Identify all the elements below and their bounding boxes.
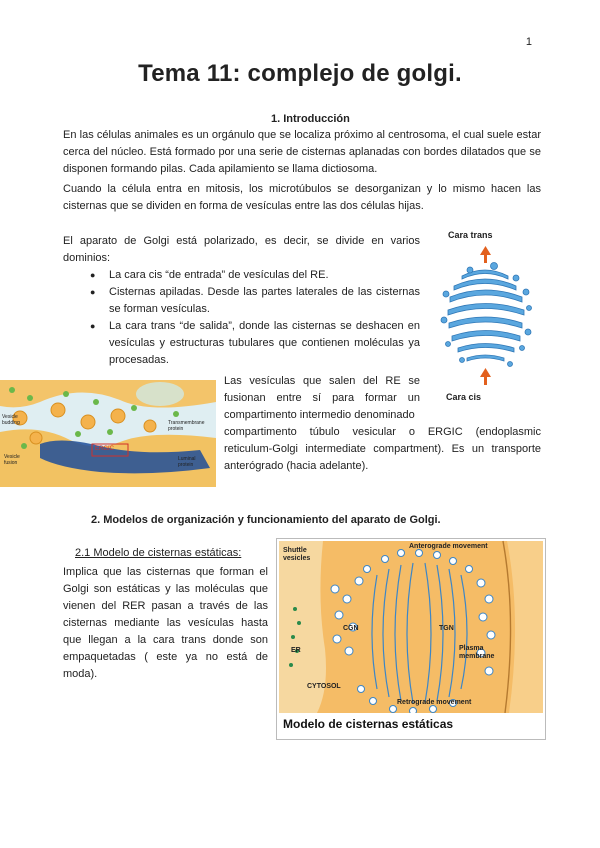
ergic-figure bbox=[0, 380, 216, 487]
static-cisterns-figure bbox=[276, 538, 546, 740]
section-1-heading: 1. Introducción bbox=[271, 113, 350, 125]
ergic-illustration bbox=[0, 380, 216, 487]
subsection-2-1-heading: 2.1 Modelo de cisternas estáticas: bbox=[75, 547, 242, 559]
vesicle-budding-label: Vesicle budding bbox=[2, 414, 20, 426]
cgn-label: CGN bbox=[343, 625, 359, 632]
intro-paragraph-2: Cuando la célula entra en mitosis, los microtúbulos se desorganizan y lo mismo hacen las cisternas que se dividen en forma de vesículas entre las dos células hijas. bbox=[63, 183, 541, 212]
luminal-protein-label: Luminal protein bbox=[178, 456, 196, 468]
intro-paragraph-1: En las células animales es un orgánulo que se localiza próximo al centrosoma, el cual suele estar cerca del núcleo. Está formado por una serie de cisternas aplanadas con bordes dilatados que se disponen formando pilas. Cada apilamiento se llama dictiosoma. bbox=[63, 129, 541, 175]
tgn-label: TGN bbox=[439, 625, 454, 632]
vesicle-fusion-label: Vesicle fusion bbox=[4, 454, 20, 466]
page-number: 1 bbox=[525, 36, 532, 48]
cytosol-label: CYTOSOL bbox=[307, 683, 341, 690]
retrograde-movement-label: Retrograde movement bbox=[397, 699, 472, 706]
golgi-figure bbox=[440, 224, 540, 404]
cara-trans-label: Cara trans bbox=[448, 230, 493, 240]
plasma-membrane-label: Plasma membrane bbox=[459, 645, 495, 660]
ergic-label: ERGIC bbox=[95, 446, 115, 452]
anterograde-movement-label: Anterograde movement bbox=[409, 543, 488, 550]
transmembrane-protein-label: Transmembrane protein bbox=[168, 420, 205, 432]
cara-cis-label: Cara cis bbox=[446, 392, 482, 402]
static-model-paragraph: Implica que las cisternas que forman el Golgi son estáticas y las moléculas que vienen del RER pasan a través de las cisternas mediante las vesículas hasta que llegan a la cara trans donde son empaquetadas ( este ya no está de moda). bbox=[63, 566, 268, 680]
intro-paragraph-3: El aparato de Golgi está polarizado, es decir, se divide en varios dominios: bbox=[63, 235, 420, 264]
list-item: ● Cisternas apiladas. Desde las partes laterales de las cisternas se forman vesículas. bbox=[87, 284, 420, 318]
er-label: ER bbox=[291, 647, 301, 654]
section-2-heading: 2. Modelos de organización y funcionamiento del aparato de Golgi. bbox=[91, 514, 441, 526]
ergic-paragraph-a: Las vesículas que salen del RE se fusionan entre sí para formar un compartimento intermedio denominado bbox=[224, 375, 420, 421]
page-title: Tema 11: complejo de golgi. bbox=[138, 60, 462, 87]
list-item: ● La cara cis “de entrada” de vesículas del RE. bbox=[87, 267, 420, 284]
golgi-stack-illustration bbox=[440, 224, 540, 404]
static-cisterns-illustration bbox=[277, 539, 545, 739]
shuttle-vesicles-label: Shuttle vesicles bbox=[283, 547, 311, 562]
ergic-paragraph-b: compartimento túbulo vesicular o ERGIC (endoplasmic reticulum-Golgi intermediate compartment). Es un transporte anterógrado (hacia adelante). bbox=[224, 426, 541, 472]
domains-list bbox=[87, 267, 420, 369]
figure-caption: Modelo de cisternas estáticas bbox=[283, 717, 454, 731]
list-item: ● La cara trans “de salida”, donde las cisternas se deshacen en vesículas y estructuras tubulares que contienen moléculas ya procesadas. bbox=[87, 318, 420, 369]
